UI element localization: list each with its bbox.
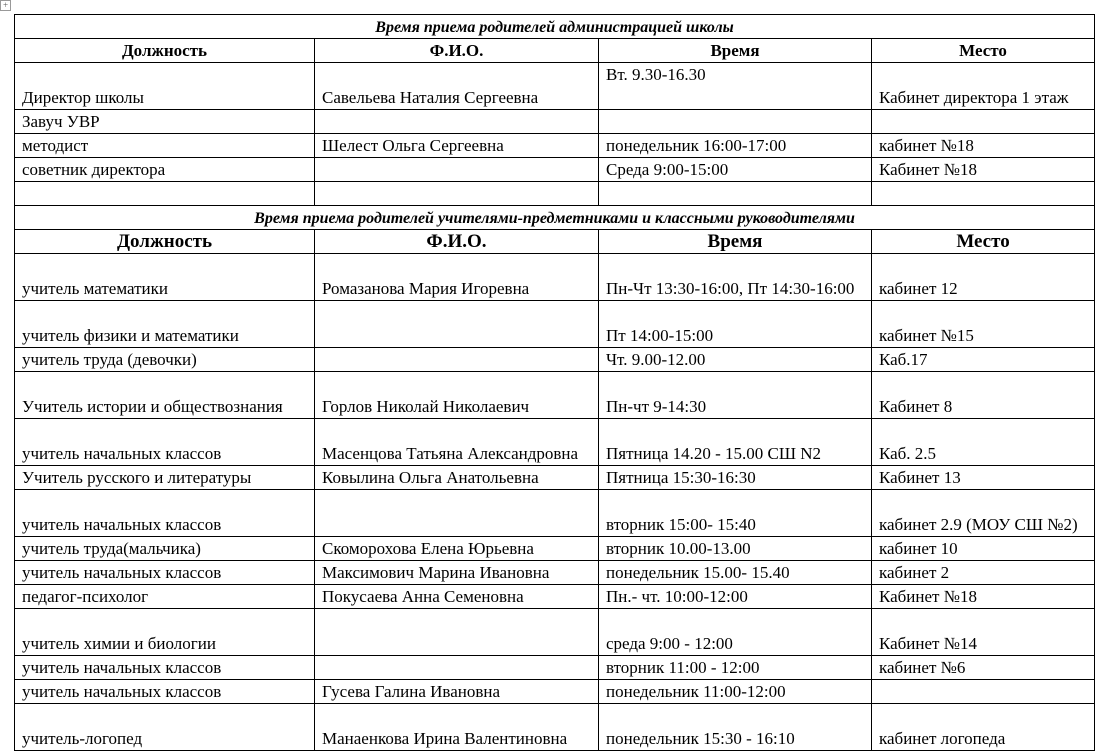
cell-place: кабинет 2.9 (МОУ СШ №2) <box>872 490 1095 537</box>
cell-time: понедельник 16:00-17:00 <box>599 134 872 158</box>
cell-name <box>315 656 599 680</box>
cell-position: учитель начальных классов <box>15 680 315 704</box>
cell-time: Пн.- чт. 10:00-12:00 <box>599 585 872 609</box>
table-row <box>15 63 1095 110</box>
column-header-position: Должность <box>15 230 315 254</box>
cell-position: Завуч УВР <box>15 110 315 134</box>
cell-name <box>315 348 599 372</box>
cell-time: вторник 10.00-13.00 <box>599 537 872 561</box>
admin-section-title: Время приема родителей администрацией школы <box>15 15 1095 39</box>
cell-position: Учитель русского и литературы <box>15 466 315 490</box>
cell-place: Кабинет №14 <box>872 609 1095 656</box>
cell-place <box>872 680 1095 704</box>
cell-position: советник директора <box>15 158 315 182</box>
cell-time <box>599 182 872 206</box>
table-row <box>15 158 1095 182</box>
cell-name: Шелест Ольга Сергеевна <box>315 134 599 158</box>
table-row <box>15 134 1095 158</box>
cell-place: кабинет №15 <box>872 301 1095 348</box>
cell-position: учитель начальных классов <box>15 656 315 680</box>
column-header-name: Ф.И.О. <box>315 230 599 254</box>
cell-position: Учитель истории и обществознания <box>15 372 315 419</box>
table-row <box>15 585 1095 609</box>
cell-name <box>315 158 599 182</box>
cell-position: Директор школы <box>15 63 315 110</box>
cell-name <box>315 182 599 206</box>
cell-name: Горлов Николай Николаевич <box>315 372 599 419</box>
cell-time: Пн-чт 9-14:30 <box>599 372 872 419</box>
cell-place <box>872 110 1095 134</box>
cell-position: учитель начальных классов <box>15 419 315 466</box>
table-row <box>15 348 1095 372</box>
cell-place: Каб. 2.5 <box>872 419 1095 466</box>
cell-name: Савельева Наталия Сергеевна <box>315 63 599 110</box>
cell-place: кабинет №6 <box>872 656 1095 680</box>
cell-place: кабинет 10 <box>872 537 1095 561</box>
cell-place: Кабинет №18 <box>872 158 1095 182</box>
cell-time: понедельник 15.00- 15.40 <box>599 561 872 585</box>
cell-place: Кабинет №18 <box>872 585 1095 609</box>
cell-time: Чт. 9.00-12.00 <box>599 348 872 372</box>
cell-place: Кабинет 8 <box>872 372 1095 419</box>
table-row <box>15 680 1095 704</box>
cell-time: Среда 9:00-15:00 <box>599 158 872 182</box>
table-row <box>15 609 1095 656</box>
table-row <box>15 110 1095 134</box>
cell-position: учитель труда (девочки) <box>15 348 315 372</box>
cell-time: Вт. 9.30-16.30 <box>599 63 872 110</box>
cell-place: кабинет №18 <box>872 134 1095 158</box>
cell-time: среда 9:00 - 12:00 <box>599 609 872 656</box>
cell-position: педагог-психолог <box>15 585 315 609</box>
column-header-time: Время <box>599 39 872 63</box>
cell-position <box>15 182 315 206</box>
move-handle-icon[interactable]: + <box>0 0 11 11</box>
cell-time: Пт 14:00-15:00 <box>599 301 872 348</box>
cell-time: Пятница 15:30-16:30 <box>599 466 872 490</box>
cell-position: учитель труда(мальчика) <box>15 537 315 561</box>
cell-name <box>315 301 599 348</box>
table-row <box>15 254 1095 301</box>
cell-time: Пятница 14.20 - 15.00 СШ N2 <box>599 419 872 466</box>
cell-name: Масенцова Татьяна Александровна <box>315 419 599 466</box>
cell-place: кабинет 12 <box>872 254 1095 301</box>
admin-section-title-row <box>15 15 1095 39</box>
cell-position: учитель химии и биологии <box>15 609 315 656</box>
cell-position: учитель начальных классов <box>15 490 315 537</box>
cell-name <box>315 609 599 656</box>
table-row <box>15 704 1095 751</box>
teachers-section-title-row <box>15 206 1095 230</box>
table-row <box>15 537 1095 561</box>
table-row <box>15 419 1095 466</box>
cell-name: Скоморохова Елена Юрьевна <box>315 537 599 561</box>
teachers-section-title: Время приема родителей учителями-предметниками и классными руководителями <box>15 206 1095 230</box>
cell-place: Каб.17 <box>872 348 1095 372</box>
cell-place: Кабинет директора 1 этаж <box>872 63 1095 110</box>
cell-place: Кабинет 13 <box>872 466 1095 490</box>
cell-name: Гусева Галина Ивановна <box>315 680 599 704</box>
header-row <box>15 230 1095 254</box>
cell-place: кабинет 2 <box>872 561 1095 585</box>
cell-position: методист <box>15 134 315 158</box>
cell-name <box>315 490 599 537</box>
column-header-time: Время <box>599 230 872 254</box>
reception-schedule-table <box>14 14 1095 751</box>
cell-name <box>315 110 599 134</box>
cell-position: учитель начальных классов <box>15 561 315 585</box>
cell-time: понедельник 15:30 - 16:10 <box>599 704 872 751</box>
cell-position: учитель математики <box>15 254 315 301</box>
header-row <box>15 39 1095 63</box>
table-row <box>15 372 1095 419</box>
cell-name: Манаенкова Ирина Валентиновна <box>315 704 599 751</box>
table-row <box>15 561 1095 585</box>
column-header-name: Ф.И.О. <box>315 39 599 63</box>
table-row <box>15 490 1095 537</box>
cell-time: понедельник 11:00-12:00 <box>599 680 872 704</box>
column-header-position: Должность <box>15 39 315 63</box>
table-row <box>15 301 1095 348</box>
cell-position: учитель физики и математики <box>15 301 315 348</box>
cell-name: Ромазанова Мария Игоревна <box>315 254 599 301</box>
column-header-place: Место <box>872 230 1095 254</box>
table-row <box>15 466 1095 490</box>
table-row <box>15 656 1095 680</box>
table-row <box>15 182 1095 206</box>
cell-name: Максимович Марина Ивановна <box>315 561 599 585</box>
cell-name: Покусаева Анна Семеновна <box>315 585 599 609</box>
cell-time: Пн-Чт 13:30-16:00, Пт 14:30-16:00 <box>599 254 872 301</box>
cell-place: кабинет логопеда <box>872 704 1095 751</box>
cell-time <box>599 110 872 134</box>
cell-name: Ковылина Ольга Анатольевна <box>315 466 599 490</box>
column-header-place: Место <box>872 39 1095 63</box>
cell-place <box>872 182 1095 206</box>
cell-time: вторник 11:00 - 12:00 <box>599 656 872 680</box>
cell-time: вторник 15:00- 15:40 <box>599 490 872 537</box>
cell-position: учитель-логопед <box>15 704 315 751</box>
